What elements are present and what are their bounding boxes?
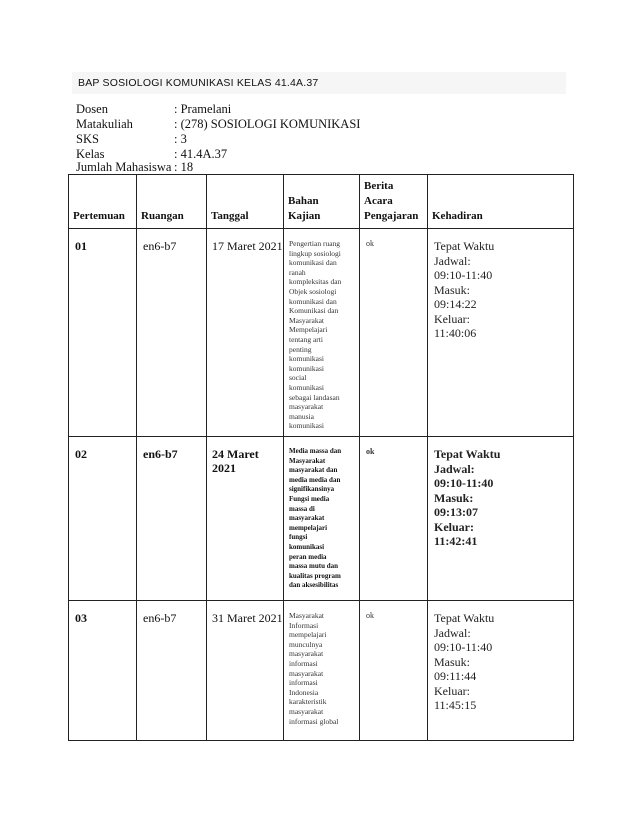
topic-line: Mempelajari — [289, 325, 328, 335]
attendance-line: Jadwal: — [434, 461, 475, 476]
attendance-table — [68, 174, 574, 741]
column-header-bahan-kajian: Bahan Kajian — [284, 175, 360, 229]
topic-line: Indonesia — [289, 687, 319, 697]
attendance-line: Tepat Waktu — [434, 611, 495, 625]
report-cell: ok — [360, 229, 428, 437]
attendance-line: 11:42:41 — [434, 534, 478, 548]
topic-line: Masyarakat — [289, 456, 326, 465]
info-label: Dosen — [76, 102, 108, 116]
info-label: SKS — [76, 132, 99, 146]
table-row — [69, 437, 574, 601]
attendance-line: 11:45:15 — [434, 698, 477, 712]
room-cell: en6-b7 — [137, 229, 207, 437]
topic-line: media media dan — [289, 475, 341, 484]
topic-line: dan aksesibilitas — [289, 581, 339, 590]
topic-line: informasi — [289, 658, 318, 668]
info-label: Matakuliah — [76, 117, 133, 131]
report-cell: ok — [360, 437, 428, 601]
topic-line: massa di — [289, 504, 315, 513]
topic-line: masyarakat — [289, 668, 324, 678]
topic-line: Masyarakat — [289, 315, 324, 325]
attendance-line: Keluar: — [434, 683, 470, 698]
info-label: Kelas — [76, 147, 105, 161]
topic-line: Informasi — [289, 620, 319, 630]
topic-line: lingkup sosiologi — [289, 248, 341, 258]
topic-line: penting — [289, 344, 312, 354]
info-value: : Pramelani — [174, 102, 232, 116]
topic-cell — [284, 437, 360, 601]
date-cell: 17 Maret 2021 — [207, 229, 284, 437]
topic-line: fungsi — [289, 533, 308, 542]
topic-line: komunikasi — [289, 382, 324, 392]
attendance-line: Tepat Waktu — [434, 447, 501, 461]
attendance-cell — [428, 601, 574, 741]
report-cell: ok — [360, 601, 428, 741]
column-header-pertemuan: Pertemuan — [69, 175, 137, 229]
topic-line: masyarakat — [289, 706, 324, 716]
topic-line: ranah — [289, 267, 306, 277]
meeting-number: 01 — [69, 229, 137, 437]
column-header-tanggal: Tanggal — [207, 175, 284, 229]
topic-line: informasi global — [289, 716, 339, 726]
topic-line: Komunikasi dan — [289, 306, 339, 316]
info-value: : 41.4A.37 — [174, 147, 228, 161]
topic-line: mempelajari — [289, 523, 328, 532]
topic-line: Media massa dan — [289, 447, 342, 455]
topic-line: peran media — [289, 552, 327, 561]
topic-cell — [284, 229, 360, 437]
topic-line: social — [289, 373, 307, 383]
info-value: : 18 — [174, 160, 194, 174]
info-value: : 3 — [174, 132, 187, 146]
attendance-line: Masuk: — [434, 490, 474, 505]
topic-line: mempelajari — [289, 630, 327, 640]
table-header-row — [69, 175, 574, 229]
attendance-line: Tepat Waktu — [434, 239, 495, 253]
topic-line: karakteristik — [289, 697, 327, 707]
topic-cell — [284, 601, 360, 741]
topic-line: komunikasi — [289, 363, 324, 373]
topic-line: Pengertian ruang — [289, 239, 341, 248]
topic-line: signifikansinya — [289, 485, 335, 494]
column-header-kehadiran: Kehadiran — [428, 175, 574, 229]
topic-line: komunikasi — [289, 354, 324, 364]
meeting-number: 02 — [69, 437, 137, 601]
attendance-line: 09:11:44 — [434, 669, 477, 683]
attendance-cell — [428, 229, 574, 437]
topic-line: informasi — [289, 678, 318, 688]
attendance-line: Jadwal: — [434, 253, 471, 268]
topic-line: kualitas program — [289, 571, 341, 580]
info-value: : (278) SOSIOLOGI KOMUNIKASI — [174, 117, 361, 131]
attendance-line: Masuk: — [434, 654, 470, 669]
attendance-line: Masuk: — [434, 282, 470, 297]
topic-line: komunikasi dan — [289, 258, 337, 268]
attendance-line: 11:40:06 — [434, 326, 477, 340]
attendance-line: 09:10-11:40 — [434, 476, 494, 490]
attendance-line: 09:10-11:40 — [434, 640, 493, 654]
attendance-line: Keluar: — [434, 311, 470, 326]
attendance-cell — [428, 437, 574, 601]
date-cell: 24 Maret 2021 — [207, 437, 284, 601]
date-cell: 31 Maret 2021 — [207, 601, 284, 741]
topic-line: masyarakat — [289, 402, 324, 412]
topic-line: Fungsi media — [289, 494, 330, 503]
topic-line: masyarakat dan — [289, 466, 338, 475]
topic-line: Objek sosiologi — [289, 286, 337, 296]
room-cell: en6-b7 — [137, 601, 207, 741]
topic-line: masyarakat — [289, 649, 324, 659]
table-row — [69, 601, 574, 741]
topic-line: komunikasi — [289, 421, 324, 431]
topic-line: munculnya — [289, 639, 323, 649]
attendance-line: Keluar: — [434, 519, 474, 534]
info-label: Jumlah Mahasiswa — [76, 160, 172, 174]
topic-line: kompleksitas dan — [289, 277, 342, 287]
attendance-line: 09:13:07 — [434, 505, 478, 519]
topic-line: massa mutu dan — [289, 562, 339, 571]
document-title: BAP SOSIOLOGI KOMUNIKASI KELAS 41.4A.37 — [78, 77, 319, 89]
column-header-berita-acara: Berita Acara Pengajaran — [360, 175, 428, 229]
attendance-line: 09:14:22 — [434, 297, 477, 311]
table-row — [69, 229, 574, 437]
topic-line: komunikasi dan — [289, 296, 337, 306]
topic-line: sebagai landasan — [289, 392, 340, 402]
topic-line: manusia — [289, 411, 314, 421]
topic-line: tentang arti — [289, 334, 323, 344]
attendance-line: 09:10-11:40 — [434, 268, 493, 282]
topic-line: masyarakat — [289, 514, 325, 523]
column-header-ruangan: Ruangan — [137, 175, 207, 229]
meeting-number: 03 — [69, 601, 137, 741]
topic-line: komunikasi — [289, 542, 325, 551]
topic-line: Masyarakat — [289, 611, 324, 620]
room-cell: en6-b7 — [137, 437, 207, 601]
attendance-line: Jadwal: — [434, 625, 471, 640]
